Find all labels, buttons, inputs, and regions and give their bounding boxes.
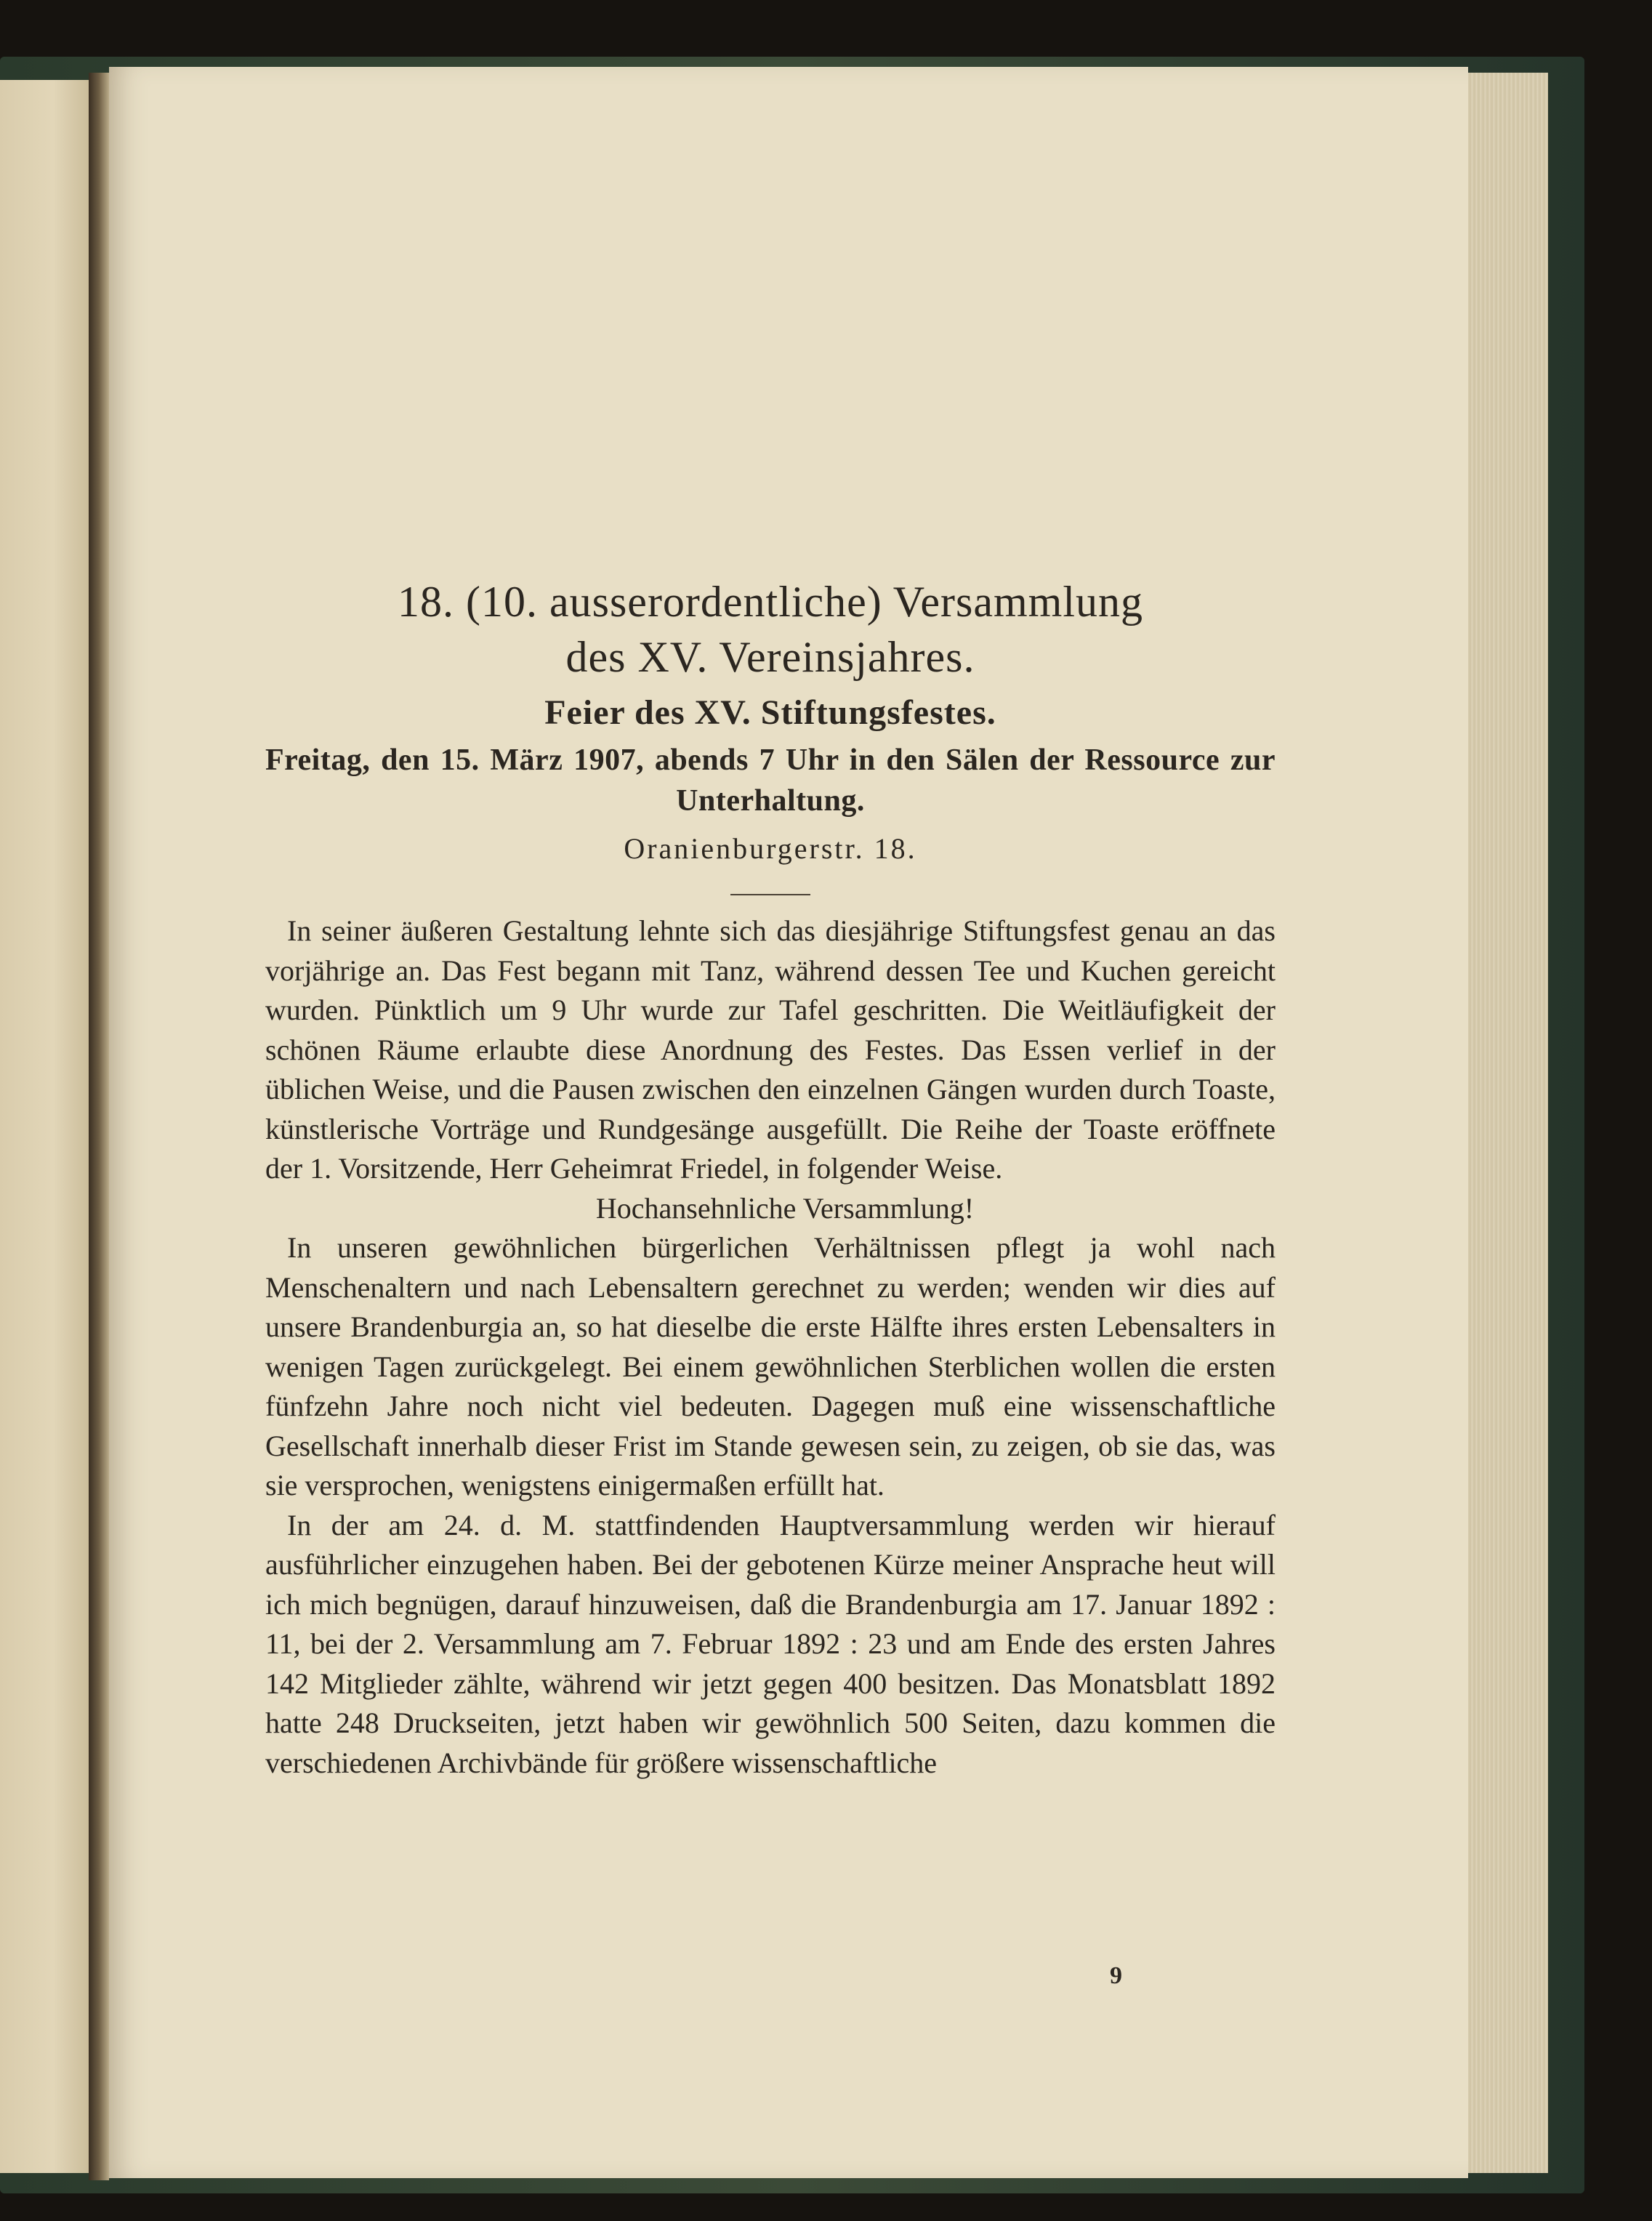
page-number: 9 xyxy=(1110,1962,1122,1989)
subtitle: Feier des XV. Stiftungsfestes. xyxy=(544,693,996,732)
section-title xyxy=(265,574,1276,685)
paragraph-2: In unseren gewöhnlichen bürgerlichen Verhältnissen pflegt ja wohl nach Menschenaltern und nach Lebensaltern gerechnet zu werden; wenden wir dies auf unsere Brandenburgia an, so hat dieselbe die erste Hälfte ihres ersten Lebensalters in wenigen Tagen zurückgelegt. Bei einem gewöhnlichen Sterblichen wollen die ersten fünfzehn Jahre noch nicht viel bedeuten. Dagegen muß eine wissenschaftliche Gesellschaft innerhalb dieser Frist im Stande gewesen sein, zu zeigen, ob sie das, was sie versprochen, wenigstens einigermaßen erfüllt hat. xyxy=(265,1231,1276,1502)
paragraph-3: In der am 24. d. M. stattfindenden Hauptversammlung werden wir hierauf ausführlicher einzugehen haben. Bei der gebotenen Kürze meiner Ansprache heut will ich mich begnügen, darauf hinzuweisen, daß die Brandenburgia am 17. Januar 1892 : 11, bei der 2. Versammlung am 7. Februar 1892 : 23 und am Ende des ersten Jahres 142 Mitglieder zählte, während wir jetzt gegen 400 besitzen. Das Monatsblatt 1892 hatte 248 Druckseiten, jetzt haben wir gewöhnlich 500 Seiten, dazu kommen die verschiedenen Archivbände für größere wissenschaftliche xyxy=(265,1508,1276,1779)
paragraph-1: In seiner äußeren Gestaltung lehnte sich das diesjährige Stiftungsfest genau an das vorjährige an. Das Fest begann mit Tanz, während dessen Tee und Kuchen gereicht wurden. Pünktlich um 9 Uhr wurde zur Tafel geschritten. Die Weitläufigkeit der schönen Räume erlaubte diese Anordnung des Festes. Das Essen verlief in der üblichen Weise, und die Pausen zwischen den einzelnen Gängen wurden durch Toaste, künstlerische Vorträge und Rundgesänge ausgefüllt. Die Reihe der Toaste eröffnete der 1. Vorsitzende, Herr Geheimrat Friedel, in folgender Weise. xyxy=(265,914,1276,1185)
page-content xyxy=(265,574,1276,1783)
salutation: Hochansehnliche Versammlung! xyxy=(595,1191,975,1225)
book-gutter xyxy=(89,73,109,2180)
left-page-edge xyxy=(0,80,89,2173)
title-line-2: des XV. Vereinsjahres. xyxy=(565,633,975,681)
divider xyxy=(730,894,810,895)
address: Oranienburgerstr. 18. xyxy=(624,832,917,865)
date-line: Freitag, den 15. März 1907, abends 7 Uhr in den Sälen der Ressource zur Unterhaltung. xyxy=(265,743,1276,818)
title-line-1: 18. (10. ausserordentliche) Versammlung xyxy=(398,578,1143,626)
page-block-edge xyxy=(1468,73,1548,2173)
